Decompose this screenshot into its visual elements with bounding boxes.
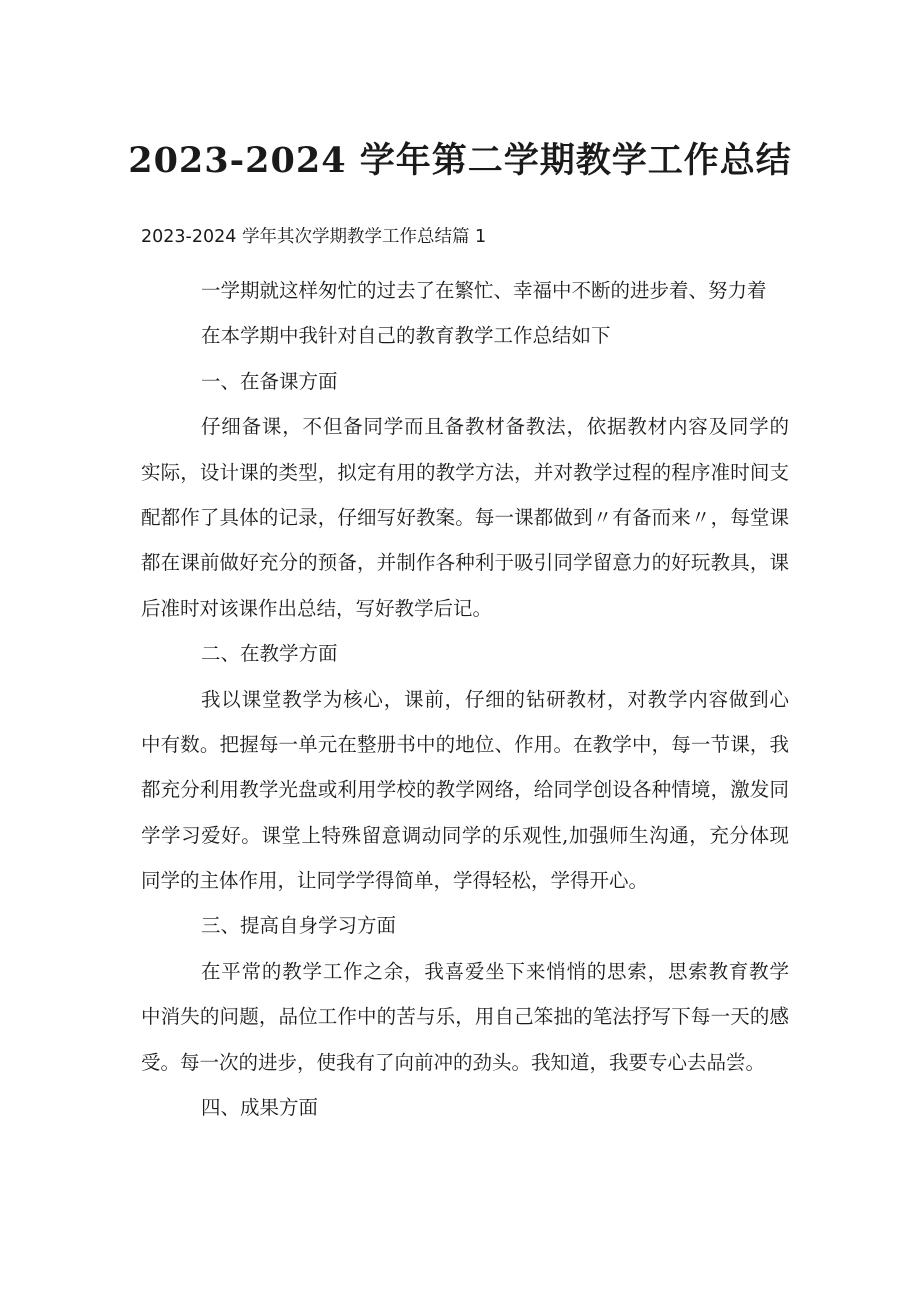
paragraph-line: 后准时对该课作出总结，写好教学后记。 bbox=[141, 596, 493, 620]
section-heading: 二、在教学方面 bbox=[201, 642, 338, 666]
paragraph-line: 中消失的问题，品位工作中的苦与乐，用自己笨拙的笔法抒写下每一天的感 bbox=[141, 1005, 789, 1029]
document-subtitle: 2023-2024 学年其次学期教学工作总结篇 1 bbox=[141, 227, 487, 247]
paragraph-line: 都在课前做好充分的预备，并制作各种利于吸引同学留意力的好玩教具，课 bbox=[141, 551, 789, 575]
paragraph-line: 受。每一次的进步，使我有了向前冲的劲头。我知道，我要专心去品尝。 bbox=[141, 1050, 766, 1074]
paragraph-line: 配都作了具体的记录，仔细写好教案。每一课都做到〃有备而来〃，每堂课 bbox=[141, 505, 789, 529]
paragraph-line: 在平常的教学工作之余，我喜爱坐下来悄悄的思索，思索教育教学 bbox=[201, 959, 789, 983]
paragraph-line: 学学习爱好。课堂上特殊留意调动同学的乐观性,加强师生沟通，充分体现 bbox=[141, 823, 789, 847]
paragraph-line: 仔细备课，不但备同学而且备教材备教法，依据教材内容及同学的 bbox=[201, 415, 789, 439]
paragraph-line: 一学期就这样匆忙的过去了在繁忙、幸福中不断的进步着、努力着 bbox=[201, 279, 767, 302]
section-heading: 一、在备课方面 bbox=[201, 369, 338, 393]
paragraph-line: 我以课堂教学为核心，课前，仔细的钻研教材，对教学内容做到心 bbox=[201, 687, 789, 711]
paragraph-line: 实际，设计课的类型，拟定有用的教学方法，并对教学过程的程序准时间支 bbox=[141, 460, 789, 484]
paragraph-line: 中有数。把握每一单元在整册书中的地位、作用。在教学中，每一节课，我 bbox=[141, 732, 789, 756]
document-body bbox=[141, 268, 789, 1130]
section-heading: 四、成果方面 bbox=[201, 1096, 319, 1120]
document-title: 2023-2024 学年第二学期教学工作总结 bbox=[128, 140, 792, 181]
paragraph-line: 都充分利用教学光盘或利用学校的教学网络，给同学创设各种情境，激发同 bbox=[141, 778, 789, 802]
paragraph-line: 同学的主体作用，让同学学得简单，学得轻松，学得开心。 bbox=[141, 869, 649, 893]
paragraph-line: 在本学期中我针对自己的教育教学工作总结如下 bbox=[201, 324, 611, 348]
section-heading: 三、提高自身学习方面 bbox=[201, 914, 397, 938]
